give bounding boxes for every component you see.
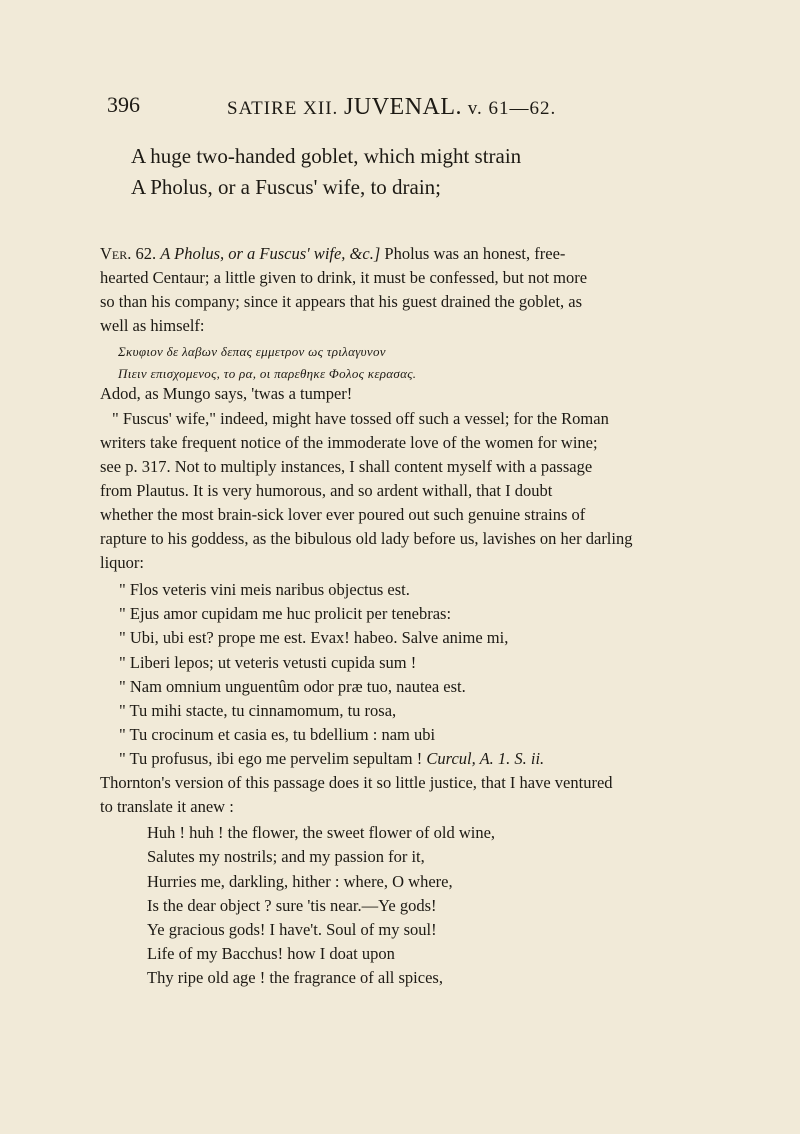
running-header [107, 92, 707, 122]
satire-label: SATIRE XII. [227, 98, 339, 119]
greek-quote-line-1: Σκυφιον δε λαβων δεπας εμμετρον ως τριλαγυνον [118, 344, 386, 359]
paragraph-line: rapture to his goddess, as the bibulous old lady before us, lavishes on her darling [100, 529, 633, 548]
verse-line-1: A huge two-handed goblet, which might strain [131, 144, 522, 168]
note-line: well as himself: [100, 316, 205, 335]
paragraph-line: " Fuscus' wife," indeed, might have tossed off such a vessel; for the Roman [112, 409, 609, 428]
note-first-line [100, 243, 565, 264]
latin-quote-line: " Ejus amor cupidam me huc prolicit per tenebras: [119, 604, 452, 623]
paragraph-line: from Plautus. It is very humorous, and so ardent withall, that I doubt [100, 481, 553, 500]
running-title [227, 94, 556, 121]
paragraph-line: see p. 317. Not to multiply instances, I shall content myself with a passage [100, 457, 593, 476]
ver-reference: A Pholus, or a Fuscus' wife, &c.] [160, 244, 381, 263]
translation-line: Thy ripe old age ! the fragrance of all spices, [147, 968, 443, 987]
translation-line: Is the dear object ? sure 'tis near.—Ye gods! [147, 896, 437, 915]
verse-range: v. 61—62. [467, 98, 557, 119]
thornton-line: Thornton's version of this passage does it so little justice, that I have ventured [100, 773, 613, 792]
ver-label: Ver. 62. [100, 244, 157, 263]
translation-line: Life of my Bacchus! how I doat upon [147, 944, 395, 963]
latin-quote-line: " Tu crocinum et casia es, tu bdellium : nam ubi [119, 725, 436, 744]
author-name: JUVENAL. [344, 94, 463, 120]
paragraph-line: liquor: [100, 553, 144, 572]
translation-line: Hurries me, darkling, hither : where, O where, [147, 872, 453, 891]
translation-line: Huh ! huh ! the flower, the sweet flower of old wine, [147, 823, 496, 842]
latin-quote-last-line [119, 748, 544, 769]
latin-quote-line: " Nam omnium unguentûm odor præ tuo, nautea est. [119, 677, 466, 696]
latin-quote-line: " Ubi, ubi est? prope me est. Evax! habeo. Salve anime mi, [119, 628, 509, 647]
verse-line-2: A Pholus, or a Fuscus' wife, to drain; [131, 175, 442, 199]
note-line: Pholus was an honest, free- [384, 244, 566, 263]
translation-line: Salutes my nostrils; and my passion for it, [147, 847, 425, 866]
greek-quote-line-2: Πιειν επισχομενος, το ρα, οι παρεθηκε Φολος κερασας. [118, 366, 417, 381]
thornton-line: to translate it anew : [100, 797, 234, 816]
note-line: hearted Centaur; a little given to drink, it must be confessed, but not more [100, 268, 588, 287]
page-number: 396 [107, 92, 140, 117]
adod-line: Adod, as Mungo says, 'twas a tumper! [100, 384, 353, 403]
paragraph-line: whether the most brain-sick lover ever poured out such genuine strains of [100, 505, 586, 524]
latin-quote-line: " Tu mihi stacte, tu cinnamomum, tu rosa, [119, 701, 397, 720]
paragraph-line: writers take frequent notice of the immoderate love of the women for wine; [100, 433, 598, 452]
citation: Curcul, A. 1. S. ii. [426, 749, 545, 768]
translation-line: Ye gracious gods! I have't. Soul of my soul! [147, 920, 437, 939]
latin-quote-line: " Tu profusus, ibi ego me pervelim sepultam ! [119, 749, 423, 768]
latin-quote-line: " Liberi lepos; ut veteris vetusti cupida sum ! [119, 653, 417, 672]
note-line: so than his company; since it appears that his guest drained the goblet, as [100, 292, 583, 311]
latin-quote-line: " Flos veteris vini meis naribus objectus est. [119, 580, 410, 599]
